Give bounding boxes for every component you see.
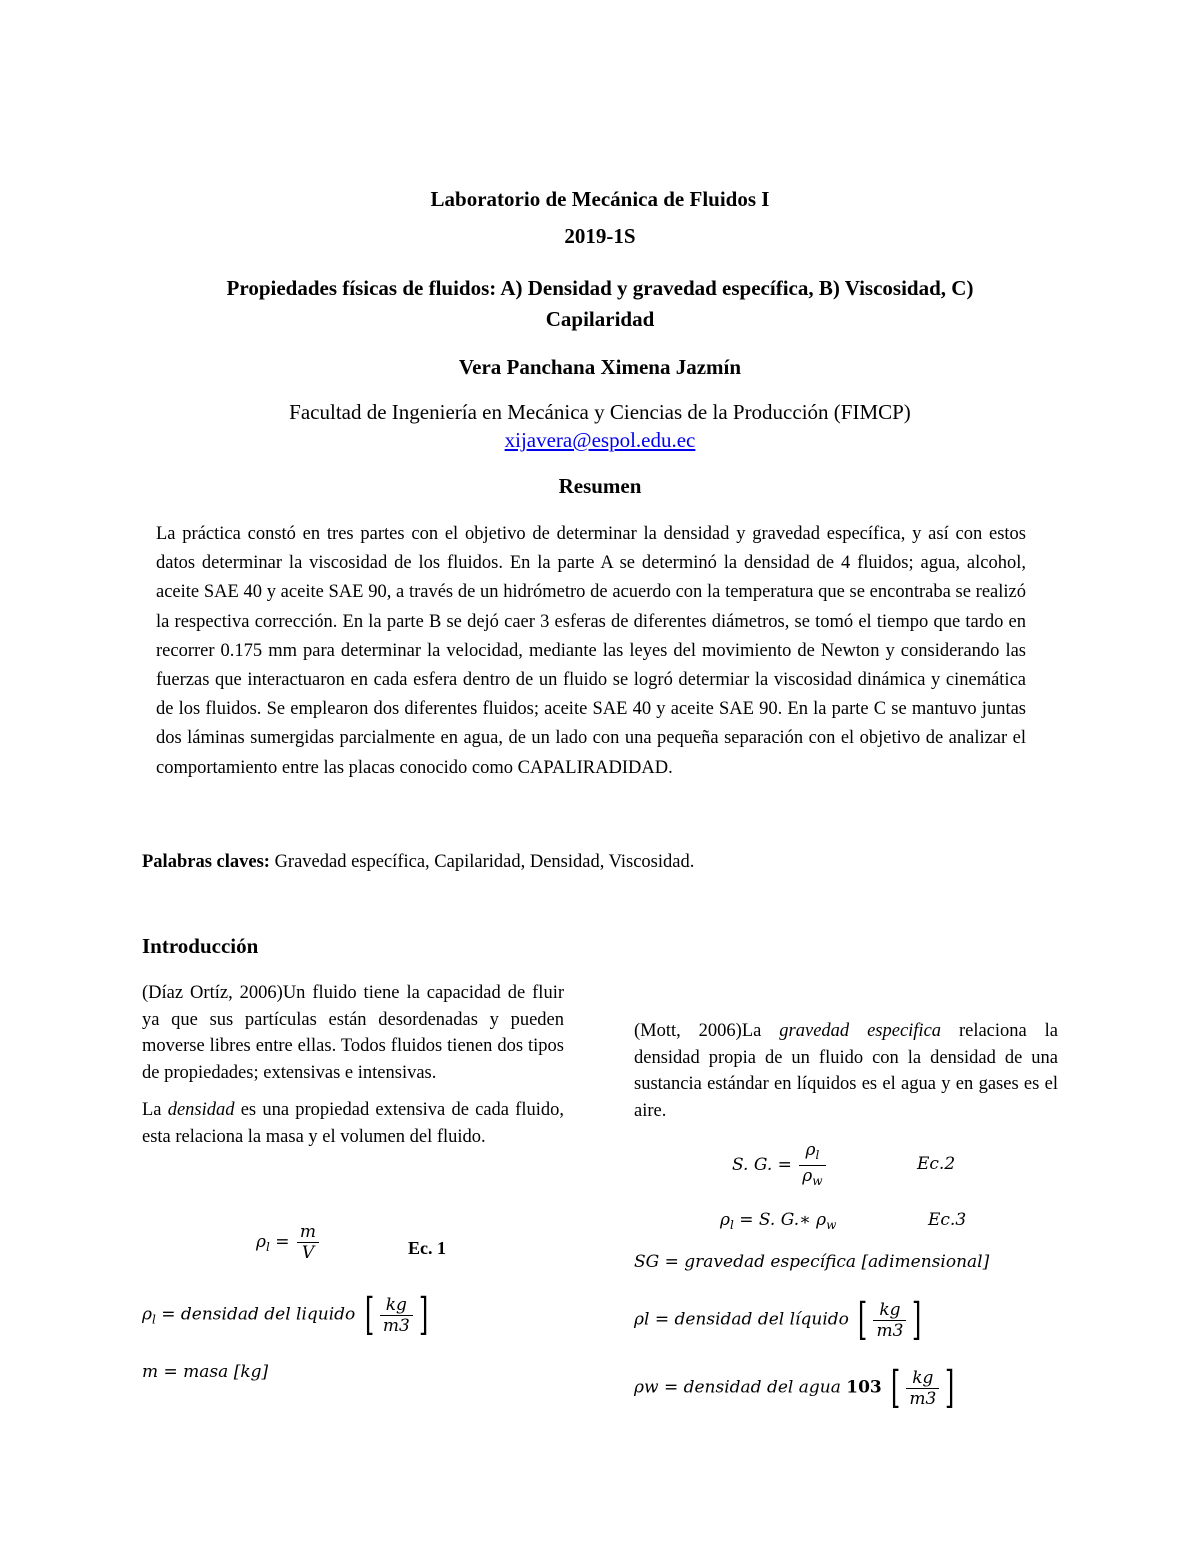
eq2-fraction	[799, 1140, 825, 1191]
eq3-mid: = S. G.∗ ρ	[733, 1210, 827, 1230]
eq2-num-rho: ρ	[805, 1140, 816, 1160]
def-pw-value: 103	[846, 1377, 882, 1398]
unit-den-pl: m3	[876, 1320, 904, 1341]
eq2-lhs: S. G. =	[732, 1155, 798, 1175]
unit-num: kg	[380, 1295, 413, 1316]
definition-sg: SG = gravedad específica [adimensional]	[634, 1252, 990, 1272]
eq1-equals: =	[269, 1232, 295, 1252]
right-p1-b: relaciona la densidad propia de un fluido con la densidad de una sustancia estándar en líquidos es el agua y en gases es el aire.	[634, 1021, 1059, 1121]
eq1-label: Ec. 1	[408, 1238, 446, 1258]
left-column	[142, 980, 564, 1150]
eq1-denominator: V	[301, 1243, 315, 1263]
def-pw-text: ρw = densidad del agua	[634, 1377, 847, 1398]
unit-num-pl: kg	[873, 1300, 906, 1321]
eq3-mid-sub: w	[826, 1218, 837, 1232]
equation-2	[732, 1140, 828, 1191]
intro-right-p1	[634, 1018, 1058, 1124]
intro-left-p2	[142, 1097, 564, 1150]
eq3-label: Ec.3	[928, 1210, 967, 1230]
eq3-rho-sub: l	[730, 1218, 734, 1232]
unit-den-pw: m3	[909, 1388, 937, 1409]
equation-1	[256, 1222, 321, 1263]
abstract-body: La práctica constó en tres partes con el objetivo de determinar la densidad y gravedad específica, y así con estos datos determinar la viscosidad de los fluidos. En la parte A se determinó la densidad de 4 fluidos; agua, alcohol, aceite SAE 40 y aceite SAE 90, a través de un hidrómetro de acuerdo con la temperatura que se encontraba se realizó la respectiva corrección. En la parte B se dejó caer 3 esferas de diferentes diámetros, se tomó el tiempo que tardo en recorrer 0.175 mm para determinar la velocidad, mediante las leyes del movimiento de Newton y considerando las fuerzas que interactuaron en cada esfera dentro de un fluido se logró determiar la viscosidad dinámica y cinemática de los fluidos. Se emplearon dos diferentes fluidos; aceite SAE 40 y aceite SAE 90. En la parte C se mantuvo juntas dos láminas sumergidas parcialmente en agua, de un lado con una pequeña separación con el objetivo de analizar el comportamiento entre las placas conocido como CAPALIRADIDAD.	[156, 524, 1026, 778]
unit-bracket-pw: [ $\frac{kg}{m3}$ ]	[891, 1362, 955, 1413]
eq3-rho: ρ	[720, 1210, 730, 1230]
eq1-rho: ρ	[256, 1232, 266, 1252]
def-rho-sub: l	[152, 1312, 156, 1327]
eq2-num-sub: l	[815, 1148, 820, 1162]
eq2-den-sub: w	[812, 1174, 823, 1188]
p2-text-b: es una propiedad extensiva de cada fluido, esta relaciona la masa y el volumen del fluido.	[142, 1100, 565, 1147]
eq2-den-rho: ρ	[802, 1166, 813, 1186]
p2-text-a: La	[142, 1100, 168, 1120]
lab-title: Laboratorio de Mecánica de Fluidos I	[430, 187, 770, 211]
affiliation: Facultad de Ingeniería en Mecánica y Ciencias de la Producción (FIMCP)	[289, 400, 911, 424]
author: Vera Panchana Ximena Jazmín	[458, 355, 742, 379]
eq1-numerator: m	[297, 1222, 319, 1243]
p2-emphasis: densidad	[167, 1100, 235, 1120]
unit-bracket: [ $\frac{kg}{m3}$ ]	[364, 1289, 429, 1340]
def-rho-text: = densidad del liquido	[155, 1304, 361, 1325]
term: 2019-1S	[564, 224, 636, 248]
def-rho: ρ	[142, 1304, 152, 1325]
definition-pl	[634, 1294, 926, 1345]
eq1-fraction	[297, 1222, 319, 1263]
unit-bracket-pl: [ $\frac{kg}{m3}$ ]	[858, 1294, 922, 1345]
abstract-heading: Resumen	[558, 474, 642, 498]
right-p1-a: (Mott, 2006)La	[634, 1021, 780, 1041]
paper-title-line1: Propiedades físicas de fluidos: A) Densidad y gravedad específica, B) Viscosidad, C)	[226, 276, 974, 300]
email-link[interactable]: xijavera@espol.edu.ec	[504, 428, 696, 452]
email-wrapper	[0, 428, 1200, 453]
keywords	[142, 852, 694, 873]
right-p1-emphasis: gravedad especifica	[779, 1021, 942, 1041]
keywords-label: Palabras claves:	[142, 852, 270, 872]
eq2-label: Ec.2	[917, 1154, 956, 1174]
intro-heading: Introducción	[142, 934, 259, 958]
definition-pw	[634, 1362, 958, 1413]
keywords-text: Gravedad específica, Capilaridad, Densidad, Viscosidad.	[269, 852, 695, 872]
eq1-sub: l	[266, 1240, 270, 1254]
unit-den: m3	[382, 1315, 410, 1336]
eq2-numerator	[799, 1140, 825, 1166]
unit-num-pw: kg	[906, 1368, 939, 1389]
definition-rho-l	[142, 1289, 432, 1340]
eq2-denominator	[799, 1166, 825, 1191]
intro-left-p1: (Díaz Ortíz, 2006)Un fluido tiene la capacidad de fluir ya que sus partículas están desordenadas y pueden moverse libres entre ellas. Todos fluidos tienen dos tipos de propiedades; extensivas e intensivas.	[142, 983, 564, 1083]
right-column	[634, 1018, 1058, 1124]
paper-title-line2: Capilaridad	[545, 307, 655, 331]
def-pl-text: ρl = densidad del líquido	[634, 1309, 855, 1330]
equation-3	[720, 1210, 836, 1232]
definition-mass: m = masa [kg]	[142, 1362, 269, 1382]
